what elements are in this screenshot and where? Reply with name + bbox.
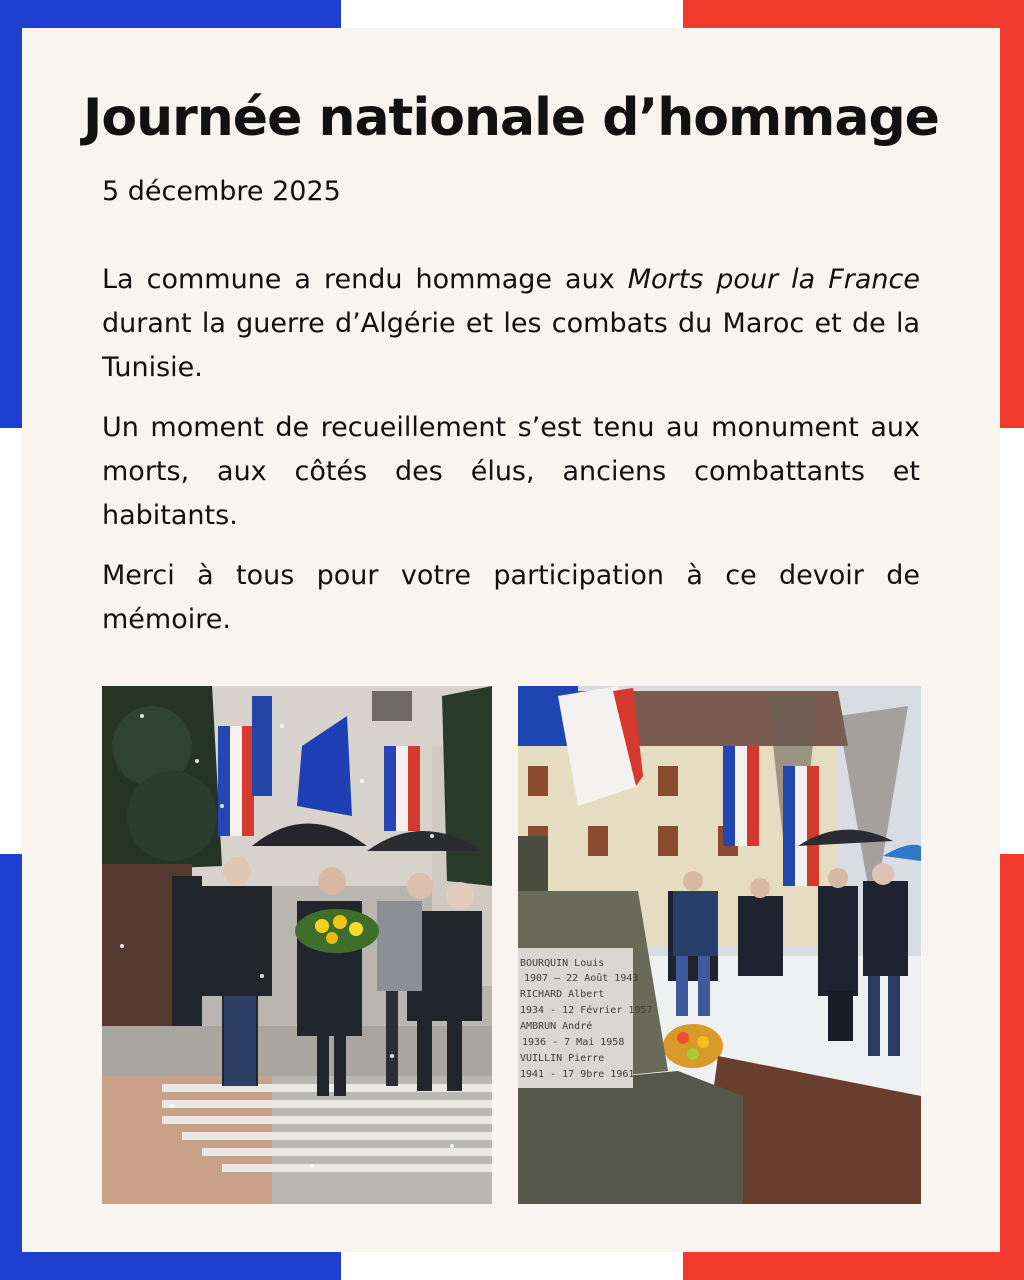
paragraph-tribute-after: durant la guerre d’Algérie et les combats du Maroc et de la Tunisie.: [102, 308, 920, 383]
engraving-line-1: BOURQUIN Louis: [520, 958, 605, 969]
flag-band-left-top: [0, 0, 22, 428]
event-date: 5 décembre 2025: [102, 176, 341, 207]
post-body: [102, 258, 920, 658]
engraving-line-2: 1907 — 22 Août 1943: [524, 973, 639, 984]
paragraph-tribute-emphasis: Morts pour la France: [627, 264, 920, 295]
flag-band-left-bottom: [0, 854, 22, 1280]
post-card: [22, 28, 1000, 1252]
paragraph-tribute: [102, 258, 920, 390]
flag-band-right-bottom: [1000, 854, 1024, 1280]
flag-band-bottom-right: [683, 1252, 1024, 1280]
engraving-line-5: AMBRUN André: [520, 1021, 593, 1032]
engraving-line-3: RICHARD Albert: [520, 989, 605, 1000]
photo-monument-aux-morts: [518, 686, 921, 1204]
engraving-line-8: 1941 - 17 9bre 1961: [520, 1069, 635, 1080]
paragraph-thanks: Merci à tous pour votre participation à ce devoir de mémoire.: [102, 560, 920, 635]
engraving-line-4: 1934 - 12 Février 1957: [520, 1005, 653, 1016]
flag-band-right-top: [1000, 0, 1024, 428]
photo-ceremony-procession: [102, 686, 492, 1204]
engraving-line-6: 1936 - 7 Mai 1958: [522, 1037, 625, 1048]
paragraph-tribute-before: La commune a rendu hommage aux: [102, 264, 628, 295]
flag-band-top-right: [683, 0, 1024, 28]
paragraph-gathering: Un moment de recueillement s’est tenu au monument aux morts, aux côtés des élus, anciens combattants et habitants.: [102, 412, 920, 531]
flag-band-bottom-left: [0, 1252, 341, 1280]
flag-band-top-left: [0, 0, 341, 28]
page-title: Journée nationale d’hommage: [83, 88, 939, 148]
engraving-line-7: VUILLIN Pierre: [520, 1053, 605, 1064]
